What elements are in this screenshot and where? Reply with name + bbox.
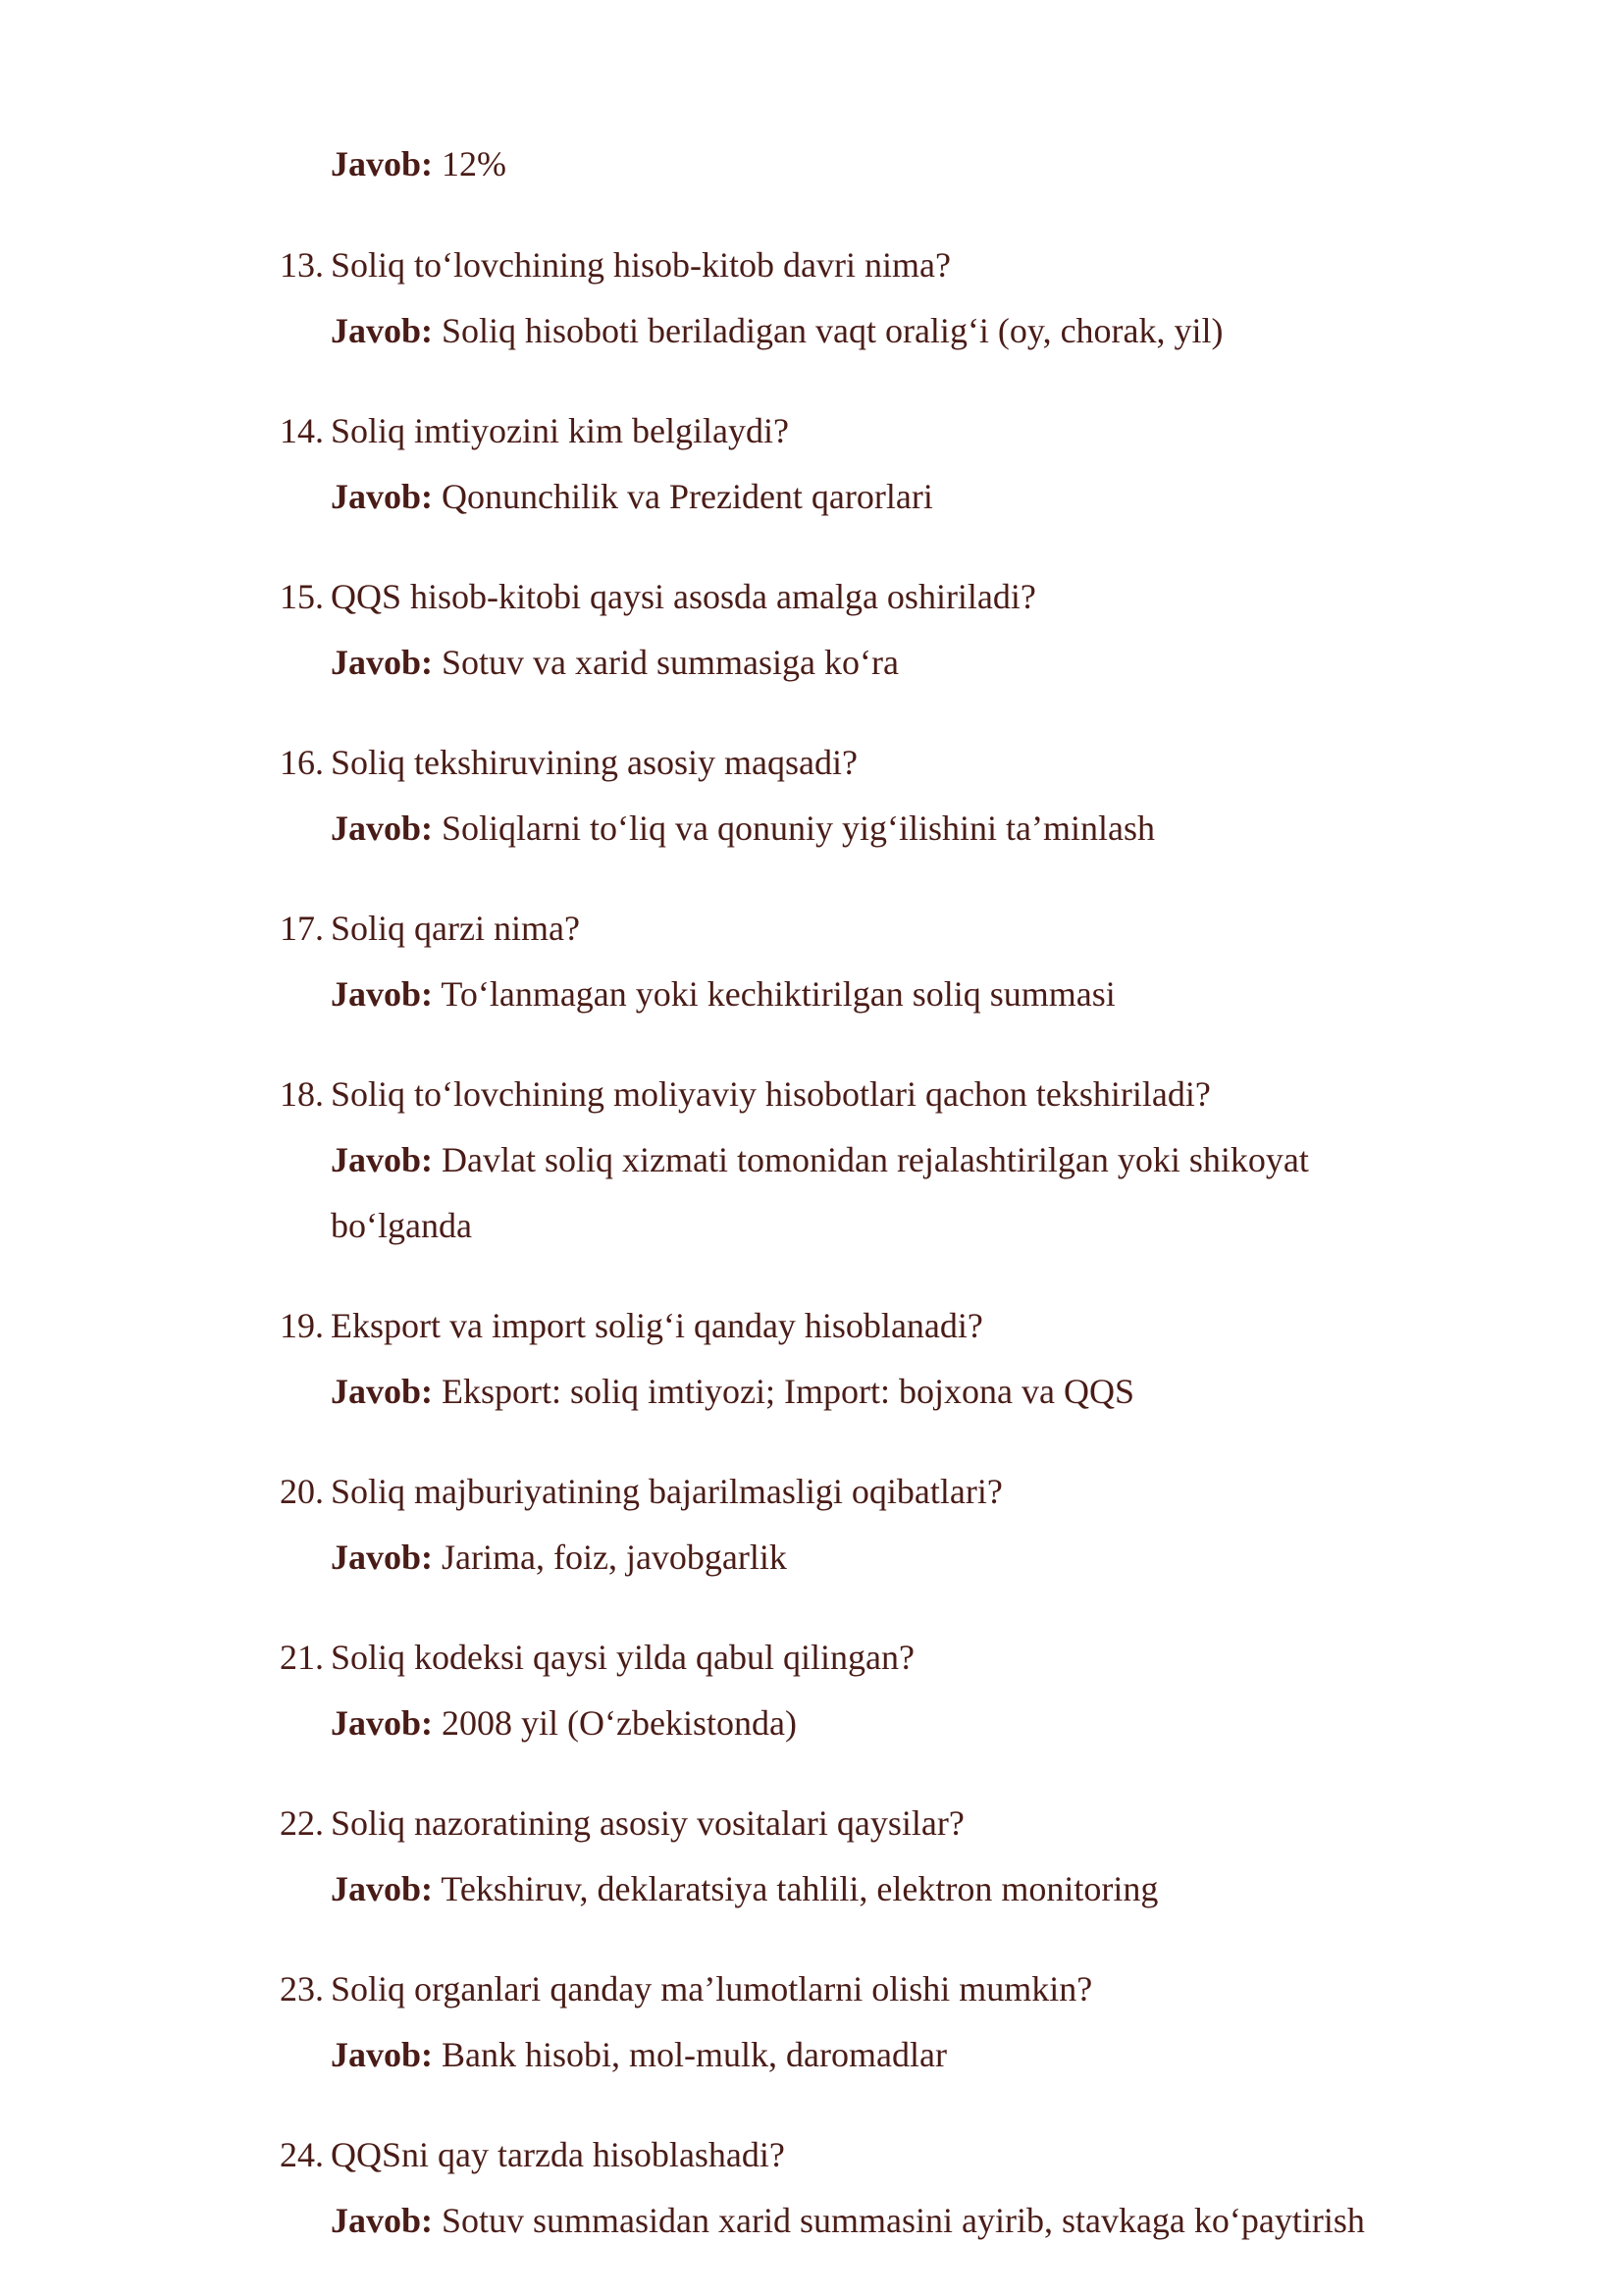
- question-number: 17.: [280, 909, 324, 948]
- answer-line: [331, 1867, 1158, 1910]
- question-number: 13.: [280, 245, 324, 285]
- answer-label: Javob:: [331, 144, 434, 183]
- answer-line: [331, 309, 1224, 352]
- answer-label: Javob:: [331, 2201, 434, 2240]
- question-text: QQS hisob-kitobi qaysi asosda amalga oshiriladi?: [331, 577, 1036, 616]
- answer-line: [331, 475, 933, 518]
- answer-line: [331, 807, 1155, 850]
- question-number: 24.: [280, 2135, 324, 2174]
- question-number: 19.: [280, 1306, 324, 1345]
- question-text: QQSni qay tarzda hisoblashadi?: [331, 2135, 785, 2174]
- answer-line: [331, 1370, 1134, 1413]
- question-text: Soliq organlari qanday ma’lumotlarni olishi mumkin?: [331, 1969, 1093, 2008]
- answer-line: [331, 2033, 947, 2076]
- answer-text: Davlat soliq xizmati tomonidan rejalashtirilgan yoki shikoyat: [442, 1140, 1309, 1179]
- question-number: 15.: [280, 577, 324, 616]
- question-text: Soliq imtiyozini kim belgilaydi?: [331, 411, 789, 450]
- answer-line: [331, 972, 1116, 1016]
- answer-label: Javob:: [331, 477, 434, 516]
- answer-text: Eksport: soliq imtiyozi; Import: bojxona va QQS: [442, 1372, 1134, 1411]
- answer-continuation: [331, 1204, 472, 1247]
- answer-text: bo‘lganda: [331, 1206, 472, 1245]
- answer-line: [331, 641, 899, 684]
- question-number: 22.: [280, 1803, 324, 1843]
- question-text: Soliq nazoratining asosiy vositalari qaysilar?: [331, 1803, 965, 1843]
- answer-text: Jarima, foiz, javobgarlik: [442, 1538, 787, 1577]
- answer-text: To‘lanmagan yoki kechiktirilgan soliq summasi: [441, 974, 1116, 1014]
- answer-label: Javob:: [331, 643, 434, 682]
- question-number: 20.: [280, 1472, 324, 1511]
- answer-text: Qonunchilik va Prezident qarorlari: [442, 477, 933, 516]
- answer-text: Bank hisobi, mol-mulk, daromadlar: [442, 2035, 947, 2074]
- question-text: Soliq to‘lovchining moliyaviy hisobotlari qachon tekshiriladi?: [331, 1074, 1211, 1114]
- question-text: Eksport va import solig‘i qanday hisoblanadi?: [331, 1306, 983, 1345]
- answer-text: Sotuv summasidan xarid summasini ayirib, stavkaga ko‘paytirish: [442, 2201, 1365, 2240]
- answer-text: 12%: [442, 144, 507, 183]
- answer-label: Javob:: [331, 1372, 434, 1411]
- answer-label: Javob:: [331, 1140, 434, 1179]
- question-text: Soliq majburiyatining bajarilmasligi oqibatlari?: [331, 1472, 1003, 1511]
- question-number: 14.: [280, 411, 324, 450]
- answer-line: [331, 1138, 1309, 1181]
- answer-line: [331, 1701, 797, 1745]
- answer-text: Tekshiruv, deklaratsiya tahlili, elektron monitoring: [441, 1869, 1159, 1908]
- question-number: 23.: [280, 1969, 324, 2008]
- answer-label: Javob:: [331, 2035, 434, 2074]
- answer-label: Javob:: [331, 1703, 434, 1743]
- answer-text: Soliqlarni to‘liq va qonuniy yig‘ilishini ta’minlash: [442, 808, 1155, 848]
- question-number: 16.: [280, 743, 324, 782]
- answer-text: Sotuv va xarid summasiga ko‘ra: [442, 643, 899, 682]
- answer-label: Javob:: [331, 1869, 434, 1908]
- answer-label: Javob:: [331, 974, 434, 1014]
- answer-label: Javob:: [331, 808, 434, 848]
- question-text: Soliq tekshiruvining asosiy maqsadi?: [331, 743, 858, 782]
- question-number: 21.: [280, 1638, 324, 1677]
- answer-text: Soliq hisoboti beriladigan vaqt oralig‘i (oy, chorak, yil): [442, 311, 1224, 350]
- answer-line: [331, 1536, 787, 1579]
- answer-label: Javob:: [331, 1538, 434, 1577]
- question-text: Soliq kodeksi qaysi yilda qabul qilingan?: [331, 1638, 915, 1677]
- question-text: Soliq to‘lovchining hisob-kitob davri nima?: [331, 245, 951, 285]
- question-number: 18.: [280, 1074, 324, 1114]
- answer-line: [331, 2199, 1365, 2242]
- intro-answer-line: [331, 142, 506, 185]
- question-text: Soliq qarzi nima?: [331, 909, 580, 948]
- answer-label: Javob:: [331, 311, 434, 350]
- answer-text: 2008 yil (O‘zbekistonda): [442, 1703, 797, 1743]
